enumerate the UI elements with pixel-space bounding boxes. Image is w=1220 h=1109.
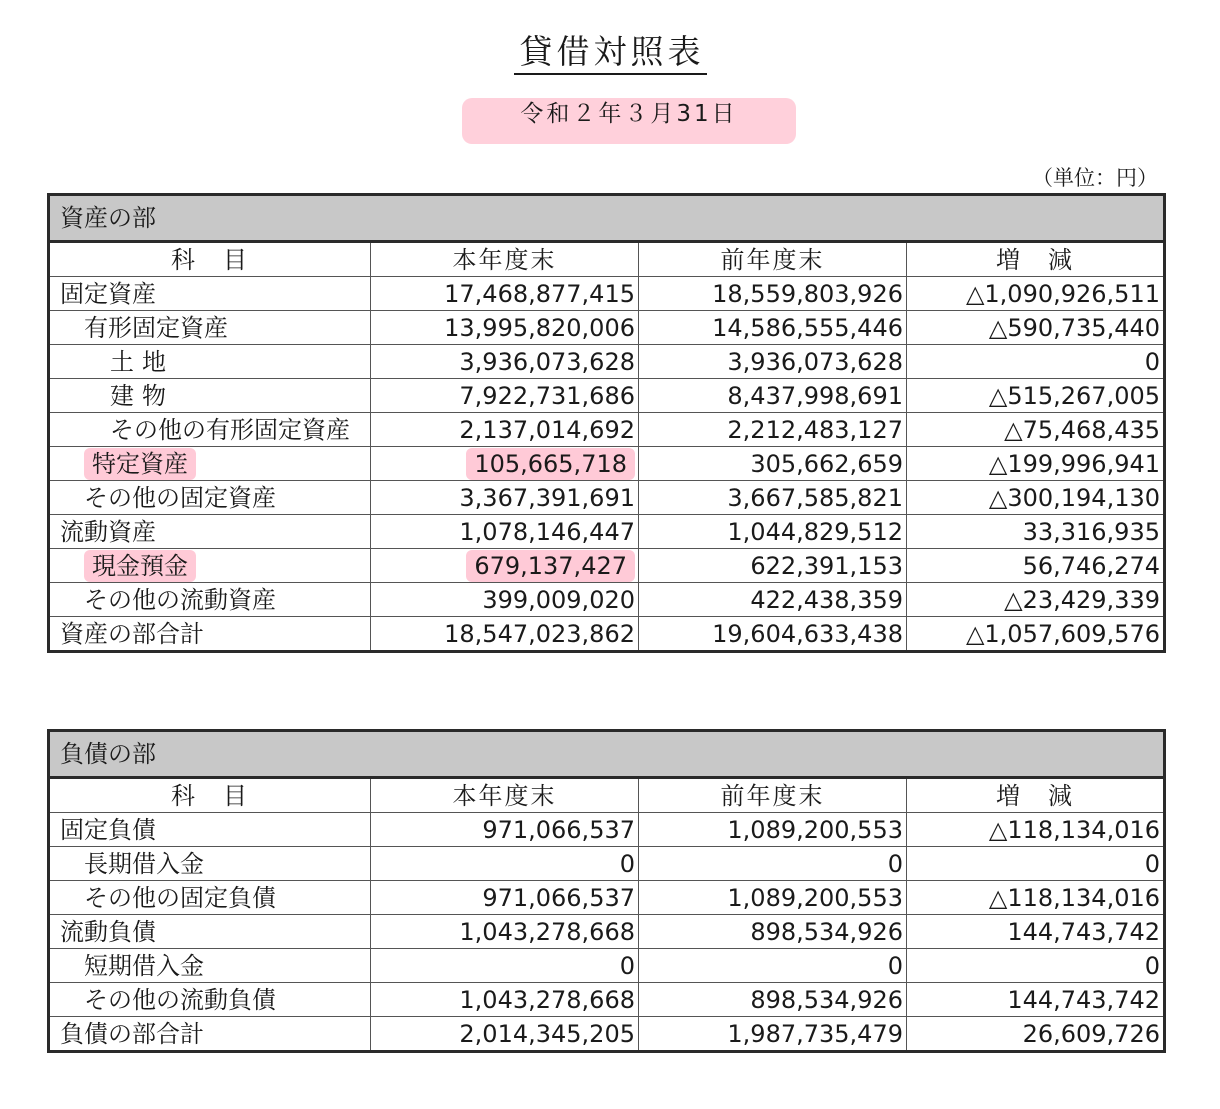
prior-value: 8,437,998,691	[639, 379, 907, 413]
assets-table	[47, 193, 1166, 653]
prior-value: 305,662,659	[639, 447, 907, 481]
change-value: 144,743,742	[907, 915, 1165, 949]
prior-value: 898,534,926	[639, 915, 907, 949]
current-value: 3,367,391,691	[371, 481, 639, 515]
row-label: その他の固定資産	[49, 481, 371, 515]
prior-value: 3,936,073,628	[639, 345, 907, 379]
change-value: △1,057,609,576	[907, 617, 1165, 652]
current-value: 971,066,537	[371, 813, 639, 847]
table-row	[49, 515, 1165, 549]
table-row	[49, 813, 1165, 847]
table-row	[49, 847, 1165, 881]
table-row	[49, 949, 1165, 983]
table-row	[49, 345, 1165, 379]
row-label-cell	[49, 447, 371, 481]
current-value: 17,468,877,415	[371, 277, 639, 311]
current-value: 1,043,278,668	[371, 915, 639, 949]
row-label: 固定資産	[49, 277, 371, 311]
row-label: 負債の部合計	[49, 1017, 371, 1052]
current-value: 1,043,278,668	[371, 983, 639, 1017]
change-value: △515,267,005	[907, 379, 1165, 413]
prior-value: 0	[639, 949, 907, 983]
current-value: 2,014,345,205	[371, 1017, 639, 1052]
total-row	[49, 617, 1165, 652]
row-label: その他の有形固定資産	[49, 413, 371, 447]
column-header-row	[49, 242, 1165, 277]
table-row	[49, 881, 1165, 915]
current-value: 0	[371, 949, 639, 983]
column-header-change: 増 減	[907, 778, 1165, 813]
section-header-assets	[49, 195, 1165, 242]
current-value: 1,078,146,447	[371, 515, 639, 549]
section-title: 負債の部	[49, 731, 1165, 778]
table-row	[49, 379, 1165, 413]
current-value: 18,547,023,862	[371, 617, 639, 652]
prior-value: 1,987,735,479	[639, 1017, 907, 1052]
column-header-prior: 前年度末	[639, 778, 907, 813]
row-label: 建物	[49, 379, 371, 413]
row-label: 特定資産	[84, 448, 196, 480]
liabilities-table	[47, 729, 1166, 1053]
current-value-cell	[371, 549, 639, 583]
table-row	[49, 983, 1165, 1017]
change-value: △300,194,130	[907, 481, 1165, 515]
current-value: 105,665,718	[466, 448, 635, 480]
column-header-item: 科 目	[49, 242, 371, 277]
column-header-prior: 前年度末	[639, 242, 907, 277]
current-value: 679,137,427	[466, 550, 635, 582]
table-row	[49, 549, 1165, 583]
current-value: 0	[371, 847, 639, 881]
current-value: 7,922,731,686	[371, 379, 639, 413]
change-value: △118,134,016	[907, 813, 1165, 847]
prior-value: 18,559,803,926	[639, 277, 907, 311]
change-value: △118,134,016	[907, 881, 1165, 915]
table-row	[49, 447, 1165, 481]
row-label: 土地	[49, 345, 371, 379]
prior-value: 0	[639, 847, 907, 881]
change-value: △23,429,339	[907, 583, 1165, 617]
table-row	[49, 583, 1165, 617]
unit-label: （単位：円）	[1032, 166, 1158, 190]
row-label: 流動負債	[49, 915, 371, 949]
change-value: 0	[907, 847, 1165, 881]
page-title	[0, 26, 1220, 73]
current-value-cell	[371, 447, 639, 481]
column-header-item: 科 目	[49, 778, 371, 813]
prior-value: 1,044,829,512	[639, 515, 907, 549]
change-value: 33,316,935	[907, 515, 1165, 549]
row-label: 現金預金	[84, 550, 196, 582]
row-label: その他の流動資産	[49, 583, 371, 617]
report-date: 令和２年３月31日	[462, 98, 796, 144]
current-value: 2,137,014,692	[371, 413, 639, 447]
table-row	[49, 413, 1165, 447]
table-row	[49, 311, 1165, 345]
prior-value: 2,212,483,127	[639, 413, 907, 447]
column-header-change: 増 減	[907, 242, 1165, 277]
prior-value: 622,391,153	[639, 549, 907, 583]
row-label: その他の流動負債	[49, 983, 371, 1017]
row-label: 有形固定資産	[49, 311, 371, 345]
section-title: 資産の部	[49, 195, 1165, 242]
column-header-current: 本年度末	[371, 778, 639, 813]
prior-value: 19,604,633,438	[639, 617, 907, 652]
row-label: 固定負債	[49, 813, 371, 847]
row-label: 長期借入金	[49, 847, 371, 881]
change-value: 0	[907, 345, 1165, 379]
prior-value: 14,586,555,446	[639, 311, 907, 345]
table-row	[49, 277, 1165, 311]
change-value: 144,743,742	[907, 983, 1165, 1017]
row-label: その他の固定負債	[49, 881, 371, 915]
current-value: 13,995,820,006	[371, 311, 639, 345]
prior-value: 1,089,200,553	[639, 813, 907, 847]
prior-value: 898,534,926	[639, 983, 907, 1017]
column-header-current: 本年度末	[371, 242, 639, 277]
table-row	[49, 915, 1165, 949]
current-value: 399,009,020	[371, 583, 639, 617]
prior-value: 422,438,359	[639, 583, 907, 617]
column-header-row	[49, 778, 1165, 813]
current-value: 3,936,073,628	[371, 345, 639, 379]
page-title-text: 貸借対照表	[514, 32, 707, 75]
section-header-liabilities	[49, 731, 1165, 778]
total-row	[49, 1017, 1165, 1052]
prior-value: 1,089,200,553	[639, 881, 907, 915]
change-value: △75,468,435	[907, 413, 1165, 447]
change-value: 26,609,726	[907, 1017, 1165, 1052]
change-value: △590,735,440	[907, 311, 1165, 345]
change-value: △199,996,941	[907, 447, 1165, 481]
row-label-cell	[49, 549, 371, 583]
row-label: 短期借入金	[49, 949, 371, 983]
change-value: △1,090,926,511	[907, 277, 1165, 311]
change-value: 56,746,274	[907, 549, 1165, 583]
row-label: 流動資産	[49, 515, 371, 549]
change-value: 0	[907, 949, 1165, 983]
current-value: 971,066,537	[371, 881, 639, 915]
table-row	[49, 481, 1165, 515]
prior-value: 3,667,585,821	[639, 481, 907, 515]
row-label: 資産の部合計	[49, 617, 371, 652]
